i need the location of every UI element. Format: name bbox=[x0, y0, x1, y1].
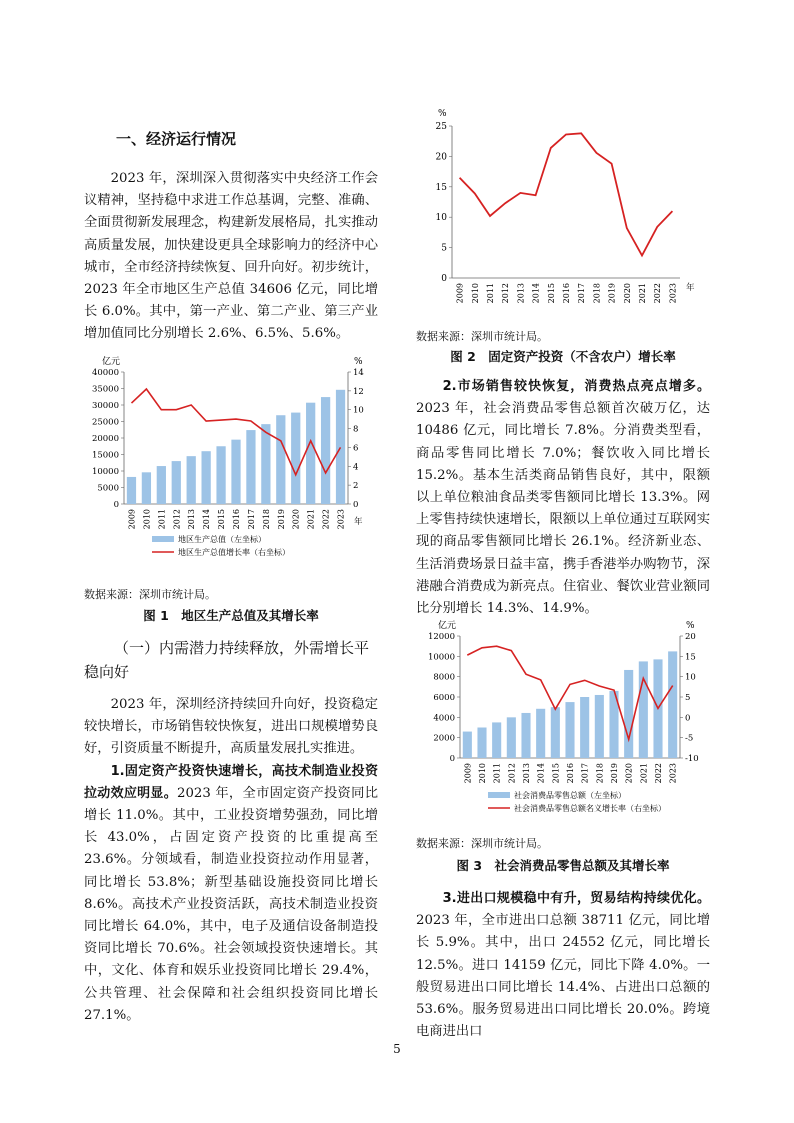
right-tick-label: 0 bbox=[353, 500, 359, 510]
left-unit-label: % bbox=[438, 109, 447, 119]
x-tick-label: 2023 bbox=[336, 509, 346, 530]
left-tick-label: 35000 bbox=[91, 384, 119, 395]
left-tick-label: 12000 bbox=[427, 632, 455, 642]
x-tick-label: 2011 bbox=[157, 509, 167, 530]
left-tick-label: 6000 bbox=[433, 693, 455, 703]
x-tick-label: 2015 bbox=[217, 509, 227, 530]
left-tick-label: 2000 bbox=[433, 733, 455, 744]
bar bbox=[172, 461, 181, 504]
x-tick-label: 2009 bbox=[455, 283, 465, 304]
bar bbox=[306, 403, 315, 504]
left-tick-label: 25000 bbox=[91, 417, 119, 428]
bar bbox=[565, 702, 574, 758]
bar bbox=[668, 651, 677, 758]
bar bbox=[216, 446, 225, 504]
right-tick-label: 14 bbox=[353, 368, 364, 378]
left-tick-label: 10 bbox=[435, 213, 447, 224]
bar bbox=[231, 440, 240, 504]
data-source-2: 数据来源：深圳市统计局。 bbox=[416, 330, 548, 343]
bar bbox=[127, 477, 136, 504]
x-tick-label: 2020 bbox=[622, 283, 632, 304]
x-tick-label: 2009 bbox=[127, 509, 137, 530]
section-title: 一、经济运行情况 bbox=[116, 130, 237, 148]
retail-block bbox=[416, 376, 710, 620]
bar bbox=[246, 430, 255, 504]
left-tick-label: 0 bbox=[441, 274, 447, 284]
x-tick-label: 2010 bbox=[478, 763, 487, 784]
legend-bar-swatch bbox=[488, 792, 510, 798]
x-tick-label: 2016 bbox=[232, 509, 241, 530]
x-tick-label: 2021 bbox=[306, 509, 316, 530]
investment-paragraph bbox=[84, 761, 378, 1027]
bar bbox=[580, 697, 589, 758]
retail-paragraph bbox=[416, 376, 710, 620]
x-tick-label: 2023 bbox=[668, 283, 678, 304]
bar bbox=[261, 424, 270, 504]
bar bbox=[595, 695, 604, 758]
x-tick-label: 2012 bbox=[172, 509, 182, 530]
bar bbox=[463, 732, 472, 758]
bar bbox=[551, 707, 560, 758]
x-tick-label: 2021 bbox=[639, 763, 649, 784]
x-tick-label: 2014 bbox=[202, 509, 212, 530]
right-tick-label: 0 bbox=[685, 713, 691, 724]
investment-growth-line bbox=[460, 133, 673, 255]
subsection-title: （一）内需潜力持续释放，外需增长平稳向好 bbox=[84, 639, 370, 681]
right-tick-label: 10 bbox=[353, 405, 364, 416]
x-tick-label: 2012 bbox=[507, 763, 517, 784]
x-tick-label: 2016 bbox=[566, 763, 575, 784]
x-tick-label: 2015 bbox=[546, 283, 556, 304]
left-tick-label: 20 bbox=[435, 152, 447, 163]
investment-heading: 1.固定资产投资快速增长，高技术制造业投资拉动效应明显。 bbox=[84, 763, 378, 801]
bar bbox=[492, 722, 501, 758]
left-tick-label: 0 bbox=[449, 754, 455, 764]
left-tick-label: 5000 bbox=[97, 483, 119, 494]
x-tick-label: 2019 bbox=[610, 763, 619, 784]
left-tick-label: 20000 bbox=[91, 434, 119, 444]
right-tick-label: 15 bbox=[685, 652, 696, 663]
retail-sales-chart bbox=[416, 616, 716, 826]
legend-line-label: 地区生产总值增长率（右坐标） bbox=[178, 548, 290, 557]
x-tick-label: 2022 bbox=[321, 509, 331, 530]
x-tick-label: 2018 bbox=[595, 763, 605, 784]
subsection-paragraph: 2023 年，深圳经济持续回升向好，投资稳定较快增长，市场销售较快恢复，进出口规模增势良好，引资质量不断提升，高质量发展扎实推进。 bbox=[84, 697, 378, 757]
bar bbox=[536, 709, 545, 758]
figure-3-caption: 图 3 社会消费品零售总额及其增长率 bbox=[456, 858, 670, 873]
left-tick-label: 30000 bbox=[91, 401, 119, 411]
bar bbox=[639, 661, 648, 758]
left-tick-label: 4000 bbox=[433, 713, 455, 724]
x-tick-label: 2010 bbox=[470, 283, 480, 304]
left-tick-label: 10000 bbox=[427, 652, 455, 663]
right-tick-label: 6 bbox=[353, 443, 359, 454]
left-tick-label: 15000 bbox=[91, 450, 119, 461]
right-tick-label: 10 bbox=[685, 672, 696, 683]
x-unit-label: 年 bbox=[686, 283, 695, 293]
right-tick-label: 20 bbox=[685, 632, 696, 642]
x-tick-label: 2019 bbox=[276, 509, 286, 530]
left-tick-label: 8000 bbox=[433, 672, 455, 683]
gdp-chart bbox=[84, 344, 384, 576]
right-tick-label: 8 bbox=[353, 424, 359, 435]
x-tick-label: 2016 bbox=[562, 283, 571, 304]
right-unit-label: % bbox=[686, 621, 695, 631]
bar bbox=[276, 415, 285, 504]
right-tick-label: 4 bbox=[353, 462, 359, 473]
x-tick-label: 2009 bbox=[463, 763, 473, 784]
bar bbox=[291, 413, 300, 504]
x-tick-label: 2014 bbox=[536, 763, 546, 784]
investment-growth-chart bbox=[416, 102, 716, 312]
trade-block bbox=[416, 888, 710, 1043]
figure-2-caption: 图 2 固定资产投资（不含农户）增长率 bbox=[450, 349, 676, 364]
x-tick-label: 2020 bbox=[291, 509, 301, 530]
bar bbox=[507, 717, 516, 758]
left-tick-label: 40000 bbox=[91, 368, 119, 378]
legend-bar-swatch bbox=[152, 536, 174, 542]
x-tick-label: 2017 bbox=[580, 763, 590, 784]
x-tick-label: 2013 bbox=[187, 509, 197, 530]
intro-paragraph: 2023 年，深圳深入贯彻落实中央经济工作会议精神，坚持稳中求进工作总基调，完整、准确、全面贯彻新发展理念，构建新发展格局，扎实推动高质量发展，加快建设更具全球影响力的经济中心城市，全市经济持续恢复、回升向好。初步统计，2023 年全市地区生产总值 34606 亿元，同比增长 6.0%。其中，第一产业、第二产业、第三产业增加值同比分别增长 2.6%、6.5%、5.6%。 bbox=[84, 171, 378, 342]
legend-bar-label: 社会消费品零售总额（左坐标） bbox=[514, 791, 626, 800]
right-tick-label: 2 bbox=[353, 481, 359, 492]
x-tick-label: 2017 bbox=[577, 283, 587, 304]
bar bbox=[477, 728, 486, 759]
left-tick-label: 15 bbox=[435, 182, 447, 193]
right-tick-label: -5 bbox=[685, 733, 694, 744]
x-tick-label: 2013 bbox=[522, 763, 531, 784]
bar bbox=[521, 713, 530, 758]
x-tick-label: 2020 bbox=[624, 763, 634, 784]
x-tick-label: 2015 bbox=[551, 763, 561, 784]
left-tick-label: 10000 bbox=[91, 467, 119, 477]
bar bbox=[187, 456, 196, 504]
x-unit-label: 年 bbox=[354, 517, 363, 527]
left-tick-label: 5 bbox=[441, 243, 447, 254]
page-number: 5 bbox=[393, 1042, 401, 1056]
left-tick-label: 25 bbox=[435, 122, 447, 132]
left-unit-label: 亿元 bbox=[102, 357, 121, 367]
intro-paragraph-block bbox=[84, 168, 378, 346]
subsection-block bbox=[84, 636, 378, 1027]
right-tick-label: 5 bbox=[685, 693, 691, 703]
bar bbox=[321, 397, 330, 504]
x-tick-label: 2018 bbox=[261, 509, 271, 530]
figure-1-caption: 图 1 地区生产总值及其增长率 bbox=[143, 608, 319, 623]
bar bbox=[336, 390, 345, 504]
bar bbox=[142, 472, 151, 504]
right-unit-label: % bbox=[354, 357, 363, 367]
bar bbox=[624, 670, 633, 758]
retail-text: 2023 年，社会消费品零售总额首次破万亿，达 10486 亿元，同比增长 7.8%。分消费类型看，商品零售同比增长 7.0%；餐饮收入同比增长 15.2%。基本生活类商品销售良好，其中，限额以上单位粮油食品类零售额同比增长 13.3%。网上零售持续快速增长，限额以上单位通过互联网实现的商品零售额同比增长 26.1%。经济新业态、生活消费场景日益丰富，携手香港举办购物节，深港融合消费成为新亮点。住宿业、餐饮业营业额同比分别增长 14.3%、14.9%。 bbox=[416, 401, 710, 617]
x-tick-label: 2017 bbox=[246, 509, 256, 530]
x-tick-label: 2012 bbox=[501, 283, 511, 304]
retail-heading: 2.市场销售较快恢复，消费热点亮点增多。 bbox=[442, 379, 710, 394]
trade-text: 2023 年，全市进出口总额 38711 亿元，同比增长 5.9%。其中，出口 24552 亿元，同比增长 12.5%。进口 14159 亿元，同比下降 4.0%。一般贸易进出口同比增长 14.4%、占进出口总额的 53.6%。服务贸易进出口同比增长 20.0%。跨境电商进出口 bbox=[416, 913, 710, 1040]
x-tick-label: 2014 bbox=[531, 283, 541, 304]
x-tick-label: 2011 bbox=[486, 283, 495, 304]
data-source-1: 数据来源：深圳市统计局。 bbox=[84, 588, 216, 601]
data-source-3: 数据来源：深圳市统计局。 bbox=[416, 837, 548, 850]
x-tick-label: 2013 bbox=[516, 283, 526, 304]
x-tick-label: 2023 bbox=[668, 763, 678, 784]
legend-line-label: 社会消费品零售总额名义增长率（右坐标） bbox=[514, 804, 666, 813]
legend-bar-label: 地区生产总值（左坐标） bbox=[178, 535, 266, 544]
left-unit-label: 亿元 bbox=[438, 621, 457, 631]
x-tick-label: 2010 bbox=[142, 509, 152, 530]
x-tick-label: 2021 bbox=[638, 283, 647, 304]
right-tick-label: -10 bbox=[685, 754, 699, 764]
bar bbox=[202, 451, 211, 504]
trade-paragraph bbox=[416, 888, 710, 1043]
investment-text: 2023 年，全市固定资产投资同比增长 11.0%。其中，工业投资增势强劲，同比增长 43.0%，占固定资产投资的比重提高至 23.6%。分领域看，制造业投资拉动作用显著，同比增长 53.8%；新型基础设施投资同比增长 8.6%。高技术产业投资活跃，高技术制造业投资同比增长 64.0%，其中，电子及通信设备制造投资同比增长 70.6%。社会领域投资快速增长。其中，文化、体育和娱乐业投资同比增长 29.4%，公共管理、社会保障和社会组织投资同比增长 27.1%。 bbox=[84, 785, 378, 1023]
right-tick-label: 12 bbox=[353, 386, 364, 397]
bar bbox=[157, 466, 166, 504]
x-tick-label: 2011 bbox=[492, 763, 502, 784]
x-tick-label: 2018 bbox=[592, 283, 602, 304]
x-tick-label: 2019 bbox=[607, 283, 617, 304]
x-tick-label: 2022 bbox=[654, 763, 663, 784]
trade-heading: 3.进出口规模稳中有升，贸易结构持续优化。 bbox=[442, 891, 710, 906]
left-tick-label: 0 bbox=[113, 500, 119, 510]
x-tick-label: 2022 bbox=[653, 283, 663, 304]
